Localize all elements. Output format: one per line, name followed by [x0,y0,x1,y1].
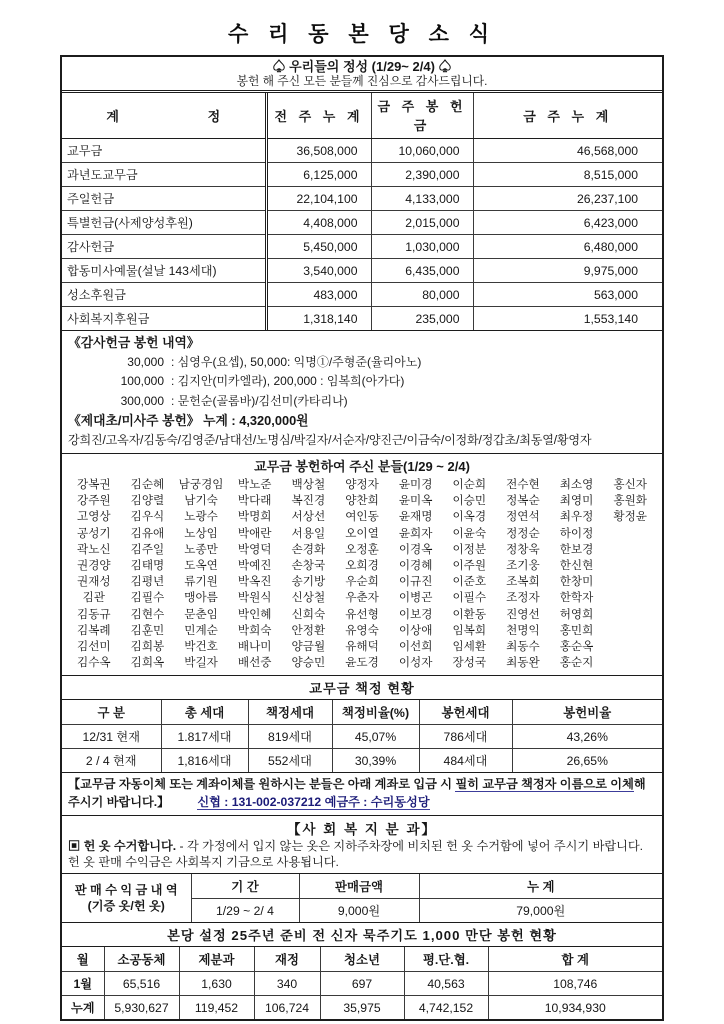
donor-name: 김필수 [130,591,165,605]
assessment-title: 교무금 책정 현황 [62,676,662,700]
donor-name: 이보경 [398,607,433,621]
thanks-detail-title: 《감사헌금 봉헌 내역》 [68,335,200,350]
donor-name: 박길자 [184,656,218,670]
offering-account-label: 합동미사예물(설날 143세대) [62,259,266,283]
sales-header-row [62,874,662,899]
bulletin-body [60,55,664,1021]
transfer-note-prefix: 【교무금 자동이체 또는 계좌이체를 원하시는 분들은 아래 계좌로 입금 시 [68,777,456,792]
thanks-amount: 300,000 [120,393,164,408]
rosary-cell: 40,563 [404,972,488,996]
thanks-line [68,392,656,412]
donor-name: 박희숙 [237,623,272,637]
offering-row [62,211,662,235]
rosary-header-cell: 청소년 [320,947,404,972]
devotion-header [62,57,662,93]
rosary-cell: 119,452 [179,996,254,1020]
donor-name [603,623,657,639]
offering-account-label: 교무금 [62,139,266,163]
donor-name: 김평년 [130,575,165,589]
donor-name: 서상선 [291,510,326,524]
assessment-cell: 484세대 [419,749,512,773]
welfare-lead: ▣ 헌 옷 수거합니다. [68,839,177,854]
donor-name: 정복순 [506,494,540,508]
devotion-subtitle: 봉헌 해 주신 모든 분들께 진심으로 감사드립니다. [236,74,488,88]
offering-week-amount: 10,060,000 [371,139,473,163]
donor-name: 하이정 [559,526,594,540]
offering-prev-total: 483,000 [266,283,371,307]
donor-name: 조정자 [506,591,540,605]
rosary-cell: 35,975 [320,996,404,1020]
donor-name: 임복희 [452,623,487,637]
rosary-title: 본당 설정 25주년 준비 전 신자 묵주기도 1,000 만단 봉헌 현황 [62,923,662,947]
rosary-table [62,947,662,1019]
donor-name: 정연석 [506,510,540,524]
assessment-cell: 786세대 [419,725,512,749]
donor-name: 홍순지 [559,656,594,670]
donor-name: 이승민 [452,494,487,508]
donor-name: 박애란 [237,526,272,540]
rosary-row-label: 1월 [62,972,104,996]
donor-name: 박영덕 [237,542,272,556]
donor-name: 박명희 [237,510,272,524]
assessment-cell: 26,65% [512,749,662,773]
offering-week-total: 6,423,000 [473,211,662,235]
donor-name: 류기원 [184,575,218,589]
donor-name: 김순혜 [130,478,165,491]
rosary-cell: 106,724 [254,996,320,1020]
donor-name: 김선미 [77,640,111,654]
assessment-cell: 819세대 [248,725,332,749]
sales-period-value: 1/29 ~ 2/ 4 [191,899,299,923]
offering-week-total: 8,515,000 [473,163,662,187]
donor-name: 손창국 [291,559,326,573]
donor-name: 맹아름 [184,591,218,605]
donors-grid [62,476,662,675]
donor-name: 우춘자 [345,591,379,605]
donor-name: 장성국 [452,656,487,670]
rosary-cell: 697 [320,972,404,996]
donor-name: 고영상 [77,510,111,524]
offering-week-amount: 2,390,000 [371,163,473,187]
page-title: 수 리 동 본 당 소 식 [227,23,496,46]
donor-name: 이성자 [398,656,433,670]
offering-prev-total: 6,125,000 [266,163,371,187]
donor-name: 강주원 [77,494,111,508]
transfer-note-underlined: 필히 교무금 책정자 이름으로 이체 [455,777,634,792]
donor-name: 박예진 [237,559,272,573]
donors-section [62,454,662,676]
donor-name: 양찬희 [345,494,379,508]
donor-name: 문춘임 [184,607,218,621]
offering-week-amount: 235,000 [371,307,473,331]
offering-header-row [62,93,662,139]
offering-week-amount: 1,030,000 [371,235,473,259]
rosary-cell: 5,930,627 [104,996,179,1020]
thanks-amount: 30,000 [127,354,164,369]
offering-header-prev: 전 주 누 계 [266,93,371,139]
donor-name: 강복권 [77,478,111,491]
offering-week-amount: 80,000 [371,283,473,307]
sales-table [62,874,662,922]
donor-name: 김희옥 [130,656,165,670]
donor-name: 홍신자 [613,478,647,491]
rosary-header-cell: 합 계 [488,947,662,972]
donor-name: 홍원화 [613,494,647,508]
donor-name: 최영미 [559,494,594,508]
donor-name [603,639,657,655]
account-header-right: 정 [207,108,221,124]
rosary-header-cell: 월 [62,947,104,972]
welfare-text: - 각 가정에서 입지 않는 옷은 지하주차장에 비치된 헌 옷 수거함에 넣어 주시기 바랍니다. 헌 옷 판매 수익금은 사회복지 기금으로 사용됩니다. [68,839,644,869]
welfare-body [62,838,662,873]
rosary-row [62,996,662,1020]
donor-name: 복진경 [291,494,326,508]
donor-name: 한보경 [559,542,594,556]
donor-name: 남궁경임 [178,478,224,491]
rosary-header-cell: 제분과 [179,947,254,972]
assessment-row [62,725,662,749]
rosary-cell: 65,516 [104,972,179,996]
donor-name: 이정분 [452,542,487,556]
thanks-detail-section [62,331,662,454]
offering-week-total: 6,480,000 [473,235,662,259]
donor-name: 남기숙 [184,494,218,508]
donor-name: 최동수 [506,640,540,654]
sales-category-line1: 판 매 수 익 금 내 역 [74,883,178,898]
donor-name: 김복례 [77,623,111,637]
donor-name [603,526,657,542]
offering-prev-total: 1,318,140 [266,307,371,331]
altar-offering-title: 《제대초/미사주 봉헌》 누계 : 4,320,000원 [68,413,309,428]
rosary-row-label: 누계 [62,996,104,1020]
rosary-cell: 108,746 [488,972,662,996]
thanks-line [68,372,656,392]
offering-row [62,139,662,163]
offering-row [62,307,662,331]
sales-amount-value: 9,000원 [299,899,419,923]
donor-name: 박다래 [237,494,272,508]
donor-name: 홍순옥 [559,640,594,654]
thanks-line [68,353,656,373]
donor-name: 백상철 [291,478,326,491]
offering-row [62,283,662,307]
offering-table [62,93,662,330]
offering-week-total: 46,568,000 [473,139,662,163]
offering-week-total: 563,000 [473,283,662,307]
donor-name: 유선형 [345,607,379,621]
sales-cumulative-value: 79,000원 [419,899,662,923]
donor-name: 오이열 [345,526,379,540]
donor-name: 오희경 [345,559,379,573]
offering-account-label: 성소후원금 [62,283,266,307]
donor-name [603,542,657,558]
donor-name: 노종만 [184,542,218,556]
offering-row [62,259,662,283]
donor-name: 윤재명 [398,510,433,524]
assessment-cell: 552세대 [248,749,332,773]
donor-name: 이준호 [452,575,487,589]
assessment-cell: 1.817세대 [161,725,248,749]
donor-name: 박노준 [237,478,272,491]
offering-prev-total: 5,450,000 [266,235,371,259]
assessment-section [62,676,662,773]
offering-prev-total: 4,408,000 [266,211,371,235]
altar-offering-names: 강희진/고옥자/김동숙/김영준/남대선/노명심/박길자/서순자/양진근/이금숙/이정화/정갑초/최동열/황영자 [68,432,592,447]
sales-category-line2: (기증 옷/헌 옷) [87,899,165,914]
assessment-header-cell: 책정세대 [248,700,332,725]
donor-name: 김주일 [130,542,165,556]
offering-header-account [62,93,266,139]
donor-name [603,607,657,623]
donor-name: 김동규 [77,607,111,621]
donor-name: 권경양 [77,559,111,573]
donor-name: 김우식 [130,510,165,524]
donor-name: 전수현 [506,478,540,491]
offering-week-total: 26,237,100 [473,187,662,211]
donor-name: 천명익 [506,623,540,637]
donor-name: 진영선 [506,607,540,621]
donor-name: 도옥연 [184,559,218,573]
transfer-note-suffix: 해 주시기 바랍니다.】 [68,777,646,809]
donor-name: 배선중 [237,656,272,670]
sales-header-amount: 판매금액 [299,874,419,899]
sales-category-cell [62,874,191,922]
donors-title: 교무금 봉헌하여 주신 분들(1/29 ~ 2/4) [254,459,470,474]
assessment-cell: 43,26% [512,725,662,749]
offering-prev-total: 22,104,100 [266,187,371,211]
thanks-names: : 심영우(요셉), 50,000: 익명①/주형준(율리아노) [171,354,422,369]
sales-header-cumulative: 누 계 [419,874,662,899]
donor-name [603,590,657,606]
assessment-header-cell: 구 분 [62,700,161,725]
assessment-cell: 30,39% [332,749,419,773]
offering-account-label: 과년도교무금 [62,163,266,187]
donor-name: 곽노신 [77,542,111,556]
donor-name: 노광수 [184,510,218,524]
offering-account-label: 주일헌금 [62,187,266,211]
rosary-header-cell: 재정 [254,947,320,972]
donor-name: 유영숙 [345,623,379,637]
offering-week-amount: 4,133,000 [371,187,473,211]
donor-name: 박원식 [237,591,272,605]
donor-name: 여인동 [345,510,379,524]
donor-name: 한창미 [559,575,594,589]
donor-name: 김유애 [130,526,165,540]
offering-prev-total: 3,540,000 [266,259,371,283]
donor-name: 최동완 [506,656,540,670]
assessment-header-cell: 총 세대 [161,700,248,725]
donor-name: 윤미경 [398,478,433,491]
donor-name: 김양렬 [130,494,165,508]
offering-header-total: 금 주 누 계 [473,93,662,139]
rosary-header-row [62,947,662,972]
donor-name: 박옥진 [237,575,272,589]
assessment-header-cell: 책정비율(%) [332,700,419,725]
donor-name: 민계순 [184,623,218,637]
donor-name: 이상애 [398,623,433,637]
donor-name: 최소영 [559,478,594,491]
rosary-cell: 10,934,930 [488,996,662,1020]
donor-name: 배나미 [237,640,272,654]
donor-name: 정창욱 [506,542,540,556]
offering-row [62,235,662,259]
donor-name: 이선희 [398,640,433,654]
account-header-left: 계 [106,108,119,124]
donor-name: 양정자 [345,478,379,491]
rosary-section [62,923,662,1019]
donor-name: 양금월 [291,640,326,654]
donor-name: 임세환 [452,640,487,654]
assessment-cell: 12/31 현재 [62,725,161,749]
assessment-cell: 45,07% [332,725,419,749]
assessment-header-cell: 봉헌비율 [512,700,662,725]
donor-name: 이순희 [452,478,487,491]
donor-name: 황정윤 [613,510,647,524]
donor-name: 김희봉 [130,640,165,654]
donor-name: 송기방 [291,575,326,589]
donor-name: 권재성 [77,575,111,589]
donor-name: 안정환 [291,623,326,637]
rosary-cell: 4,742,152 [404,996,488,1020]
offering-row [62,163,662,187]
rosary-header-cell: 평.단.협. [404,947,488,972]
donor-name: 정정순 [506,526,540,540]
donor-name [603,655,657,671]
offering-account-label: 감사헌금 [62,235,266,259]
rosary-row [62,972,662,996]
donor-name: 한학자 [559,591,594,605]
donor-name: 이경혜 [398,559,433,573]
donor-name: 유해덕 [345,640,379,654]
offering-week-amount: 2,015,000 [371,211,473,235]
offering-section [62,93,662,331]
donor-name: 이주원 [452,559,487,573]
bank-account-text: 신협 : 131-002-037212 예금주 : 수리동성당 [197,794,430,809]
assessment-cell: 2 / 4 현재 [62,749,161,773]
donor-name: 이필수 [452,591,487,605]
transfer-note [62,773,662,816]
sales-header-period: 기 간 [191,874,299,899]
assessment-header-row [62,700,662,725]
donor-name: 윤도경 [345,656,379,670]
donor-name: 조복희 [506,575,540,589]
donor-name: 조기웅 [506,559,540,573]
offering-prev-total: 36,508,000 [266,139,371,163]
donor-name: 홍민희 [559,623,594,637]
rosary-header-cell: 소공동체 [104,947,179,972]
offering-week-amount: 6,435,000 [371,259,473,283]
donor-name: 박건호 [184,640,218,654]
offering-week-total: 1,553,140 [473,307,662,331]
donor-name: 박인혜 [237,607,272,621]
assessment-header-cell: 봉헌세대 [419,700,512,725]
welfare-section [62,816,662,874]
welfare-title: 【사 회 복 지 분 과】 [287,822,437,838]
donor-name: 김태명 [130,559,165,573]
donor-name [603,558,657,574]
offering-header-week: 금 주 봉 헌 금 [371,93,473,139]
donor-name: 노상임 [184,526,218,540]
donor-name: 윤희자 [398,526,433,540]
assessment-cell: 1,816세대 [161,749,248,773]
assessment-table [62,700,662,772]
donor-name: 김수옥 [77,656,111,670]
sales-section [62,874,662,923]
donor-name: 김현수 [130,607,165,621]
donor-name: 오정훈 [345,542,379,556]
thanks-names: : 김지안(미카엘라), 200,000 : 임복희(아가다) [171,374,405,388]
donor-name: 이병곤 [398,591,433,605]
donor-name: 김훈민 [130,623,165,637]
rosary-cell: 1,630 [179,972,254,996]
donor-name: 최우정 [559,510,594,524]
donor-name: 양승민 [291,656,326,670]
donor-name: 서용일 [291,526,326,540]
donor-name: 김관 [82,591,106,605]
offering-account-label: 특별헌금(사제양성후원) [62,211,266,235]
donor-name: 공성기 [77,526,111,540]
rosary-cell: 340 [254,972,320,996]
thanks-amount: 100,000 [120,374,164,388]
assessment-row [62,749,662,773]
offering-row [62,187,662,211]
offering-week-total: 9,975,000 [473,259,662,283]
donor-name: 이윤숙 [452,526,487,540]
donor-name [603,574,657,590]
offering-account-label: 사회복지후원금 [62,307,266,331]
donor-name: 이규진 [398,575,433,589]
donor-name: 윤미옥 [398,494,433,508]
donor-name: 손경화 [291,542,326,556]
donor-name: 허영희 [559,607,594,621]
donor-name: 이옥경 [452,510,487,524]
donor-name: 신상철 [291,591,326,605]
donor-name: 이경옥 [398,542,433,556]
donor-name: 이환동 [452,607,487,621]
donor-name: 우순희 [345,575,379,589]
donor-name: 한신현 [559,559,594,573]
thanks-names: : 문헌순(골롬바)/김선미(카타리나) [171,393,348,408]
devotion-title: ♤ 우리들의 정성 (1/29~ 2/4) ♤ [272,59,452,74]
donor-name: 신희숙 [291,607,326,621]
